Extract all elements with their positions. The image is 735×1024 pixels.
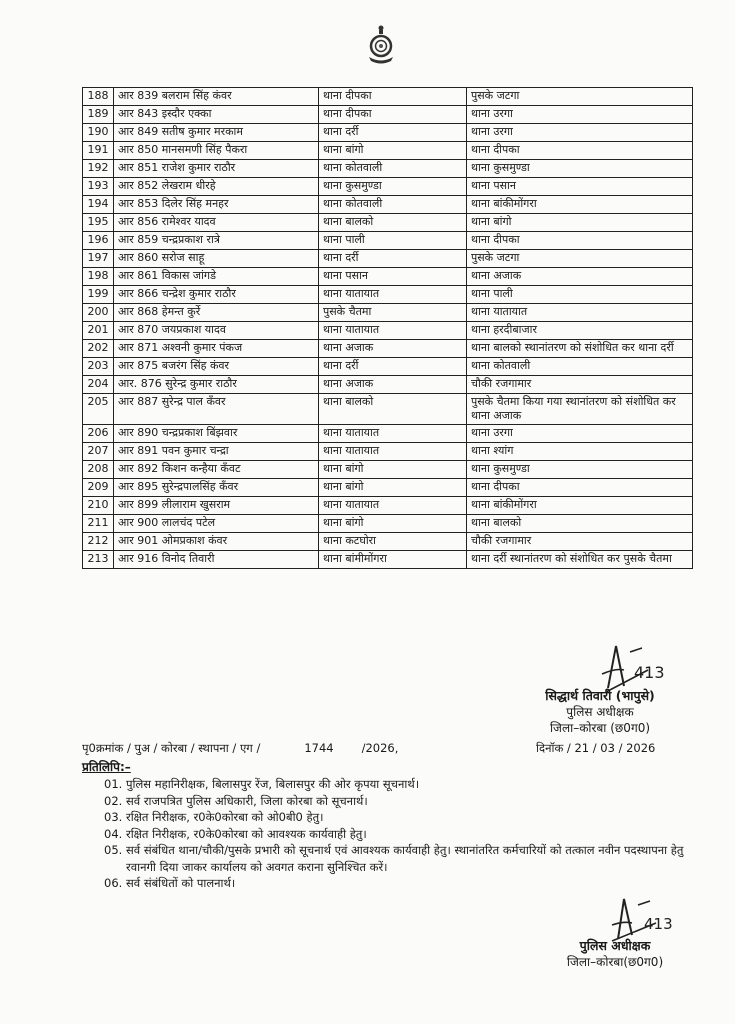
from-station-cell: थाना कुसमुण्डा [319,178,467,196]
name-cell: आर 850 मानसमणी सिंह पैकरा [114,142,319,160]
copy-item-number: 05. [104,843,123,857]
to-station-cell: थाना पाली [467,286,693,304]
from-station-cell: थाना बालको [319,214,467,232]
to-station-cell: थाना बालको स्थानांतरण को संशोधित कर थाना दर्री [467,340,693,358]
copy-item-number: 03. [104,810,123,824]
table-row [83,214,693,232]
name-cell: आर 887 सुरेन्द्र पाल कँवर [114,394,319,425]
reference-no: 1744 [304,741,334,755]
table-row [83,425,693,443]
table-row [83,394,693,425]
serial-cell: 195 [83,214,114,232]
table-row [83,268,693,286]
copy-to-item [104,793,704,810]
table-row [83,88,693,106]
from-station-cell: थाना बांगो [319,461,467,479]
serial-cell: 202 [83,340,114,358]
from-station-cell: थाना अजाक [319,340,467,358]
to-station-cell: थाना उरगा [467,425,693,443]
from-station-cell: थाना दर्री [319,250,467,268]
serial-cell: 190 [83,124,114,142]
name-cell: आर 899 लीलाराम खुसराम [114,497,319,515]
table-row [83,124,693,142]
signatory-block [520,688,680,736]
to-station-cell: थाना पसान [467,178,693,196]
from-station-cell: थाना पसान [319,268,467,286]
table-row [83,376,693,394]
copy-item-text: रक्षित निरीक्षक, र0के0कोरबा को ओ0बी0 हेतु। [126,810,324,824]
serial-cell: 192 [83,160,114,178]
table-row [83,479,693,497]
table-row [83,250,693,268]
serial-cell: 208 [83,461,114,479]
from-station-cell: थाना दीपका [319,88,467,106]
name-cell: आर 871 अश्वनी कुमार पंकज [114,340,319,358]
to-station-cell: थाना दर्री स्थानांतरण को संशोधित कर पुसके चैतमा [467,551,693,569]
table-row [83,106,693,124]
to-station-cell: थाना हरदीबाजार [467,322,693,340]
from-station-cell: थाना बालको [319,394,467,425]
copy-to-item [104,826,704,843]
signatory-name: सिद्धार्थ तिवारी (भापुसे) [545,688,655,703]
name-cell: आर 856 रामेश्वर यादव [114,214,319,232]
serial-cell: 198 [83,268,114,286]
name-cell: आर 852 लेखराम धीरहे [114,178,319,196]
copy-item-number: 06. [104,876,123,890]
name-cell: आर 892 किशन कन्हैया कँवट [114,461,319,479]
name-cell: आर 860 सरोज साहू [114,250,319,268]
to-station-cell: चौकी रजगामार [467,533,693,551]
name-cell: आर 861 विकास जांगडे [114,268,319,286]
from-station-cell: थाना दर्री [319,124,467,142]
name-cell: आर 868 हेमन्त कुर्रे [114,304,319,322]
reference-number [82,741,398,756]
transfer-table [82,87,693,569]
serial-cell: 204 [83,376,114,394]
table-row [83,340,693,358]
serial-cell: 206 [83,425,114,443]
to-station-cell: थाना बांकीमोंगरा [467,196,693,214]
to-station-cell: थाना श्यांग [467,443,693,461]
copy-item-text: सर्व संबंधित थाना/चौकी/पुसके प्रभारी को सूचनार्थ एवं आवश्यक कार्यवाही हेतु। स्थानांतरित कर्मचारियों को तत्काल नवीन पदस्थापना हेतु रवानगी दिया जाकर कार्यालय को अवगत कराना सुनिश्चित करें। [126,843,684,874]
to-station-cell: थाना बांकीमोंगरा [467,497,693,515]
to-station-cell: थाना कोतवाली [467,358,693,376]
serial-cell: 189 [83,106,114,124]
to-station-cell: थाना कुसमुण्डा [467,461,693,479]
name-cell: आर 895 सुरेन्द्रपालसिंह कँवर [114,479,319,497]
copy-to-item [104,809,704,826]
name-cell: आर 839 बलराम सिंह कंवर [114,88,319,106]
to-station-cell: पुसके जटगा [467,250,693,268]
serial-cell: 213 [83,551,114,569]
from-station-cell: थाना कोतवाली [319,196,467,214]
copy-item-number: 01. [104,777,123,791]
to-station-cell: थाना उरगा [467,124,693,142]
table-row [83,286,693,304]
from-station-cell: थाना यातायात [319,322,467,340]
signature-icon [590,640,690,695]
serial-cell: 211 [83,515,114,533]
to-station-cell: थाना यातायात [467,304,693,322]
copy-item-number: 04. [104,826,123,841]
copy-to-list [104,776,704,892]
from-station-cell: थाना बांगो [319,479,467,497]
copy-item-number: 02. [104,793,123,808]
table-row [83,304,693,322]
from-station-cell: थाना बांमीमोंगरा [319,551,467,569]
from-station-cell: थाना पाली [319,232,467,250]
name-cell: आर 853 दिलेर सिंह मनहर [114,196,319,214]
from-station-cell: पुसके चैतमा [319,304,467,322]
reference-year: /2026, [361,741,399,755]
table-row [83,196,693,214]
copy-item-text: रक्षित निरीक्षक, र0के0कोरबा को आवश्यक कार्यवाही हेतु। [126,826,367,841]
name-cell: आर 859 चन्द्रप्रकाश रात्रे [114,232,319,250]
serial-cell: 212 [83,533,114,551]
table-row [83,232,693,250]
name-cell: आर 900 लालचंद पटेल [114,515,319,533]
serial-cell: 205 [83,394,114,425]
from-station-cell: थाना दीपका [319,106,467,124]
serial-cell: 199 [83,286,114,304]
serial-cell: 194 [83,196,114,214]
to-station-cell: थाना दीपका [467,232,693,250]
copy-to-item [104,776,704,793]
to-station-cell: पुसके जटगा [467,88,693,106]
serial-cell: 197 [83,250,114,268]
table-row [83,533,693,551]
footer-signature-mark: 413 [644,915,673,933]
serial-cell: 196 [83,232,114,250]
table-row [83,515,693,533]
table-row [83,461,693,479]
name-cell: आर 866 चन्द्रेश कुमार राठौर [114,286,319,304]
to-station-cell: थाना उरगा [467,106,693,124]
to-station-cell: थाना दीपका [467,479,693,497]
name-cell: आर 891 पवन कुमार चन्द्रा [114,443,319,461]
from-station-cell: थाना अजाक [319,376,467,394]
copy-to-item [104,875,704,892]
signatory-district: जिला–कोरबा (छ0ग0) [549,721,651,735]
serial-cell: 203 [83,358,114,376]
to-station-cell: थाना दीपका [467,142,693,160]
to-station-cell: चौकी रजगामार [467,376,693,394]
order-date: दिनॉक / 21 / 03 / 2026 [536,741,656,755]
name-cell: आर 916 विनोद तिवारी [114,551,319,569]
footer-district: जिला–कोरबा(छ0ग0) [566,955,664,969]
serial-cell: 191 [83,142,114,160]
from-station-cell: थाना यातायात [319,425,467,443]
footer-signatory-block [545,938,685,970]
footer-designation: पुलिस अधीक्षक [579,938,651,953]
serial-cell: 210 [83,497,114,515]
table-row [83,142,693,160]
copy-item-text: सर्व संबंधितों को पालनार्थ। [126,876,236,890]
serial-cell: 209 [83,479,114,497]
name-cell: आर 901 ओमप्रकाश कंवर [114,533,319,551]
to-station-cell: थाना बांगो [467,214,693,232]
reference-prefix: पृ0क्रमांक / पुअ / कोरबा / स्थापना / एग / [82,741,261,755]
copy-to-title: प्रतिलिपि:– [82,760,131,774]
signatory-designation: पुलिस अधीक्षक [566,705,634,719]
from-station-cell: थाना कटघोरा [319,533,467,551]
from-station-cell: थाना यातायात [319,286,467,304]
table-row [83,358,693,376]
name-cell: आर 875 बजरंग सिंह कंवर [114,358,319,376]
serial-cell: 193 [83,178,114,196]
name-cell: आर 849 सतीष कुमार मरकाम [114,124,319,142]
table-row [83,160,693,178]
from-station-cell: थाना यातायात [319,443,467,461]
name-cell: आर 851 राजेश कुमार राठौर [114,160,319,178]
to-station-cell: थाना अजाक [467,268,693,286]
to-station-cell: पुसके चैतमा किया गया स्थानांतरण को संशोधित कर थाना अजाक [467,394,693,425]
table-row [83,322,693,340]
table-row [83,443,693,461]
serial-cell: 207 [83,443,114,461]
table-row [83,178,693,196]
from-station-cell: थाना यातायात [319,497,467,515]
name-cell: आर. 876 सुरेन्द्र कुमार राठौर [114,376,319,394]
serial-cell: 200 [83,304,114,322]
police-emblem-icon [366,24,396,68]
copy-to-item [104,842,704,875]
serial-cell: 201 [83,322,114,340]
table-row [83,497,693,515]
name-cell: आर 843 इस्दौर एक्का [114,106,319,124]
copy-item-text: सर्व राजपत्रित पुलिस अधिकारी, जिला कोरबा को सूचनार्थ। [126,793,368,808]
serial-cell: 188 [83,88,114,106]
copy-item-text: पुलिस महानिरीक्षक, बिलासपुर रेंज, बिलासपुर की ओर कृपया सूचनार्थ। [126,777,420,791]
signature-mark: 413 [634,663,665,682]
from-station-cell: थाना बांगो [319,142,467,160]
table-row [83,551,693,569]
to-station-cell: थाना बालको [467,515,693,533]
from-station-cell: थाना बांगो [319,515,467,533]
from-station-cell: थाना दर्री [319,358,467,376]
from-station-cell: थाना कोतवाली [319,160,467,178]
name-cell: आर 890 चन्द्रप्रकाश बिंझवार [114,425,319,443]
name-cell: आर 870 जयप्रकाश यादव [114,322,319,340]
to-station-cell: थाना कुसमुण्डा [467,160,693,178]
